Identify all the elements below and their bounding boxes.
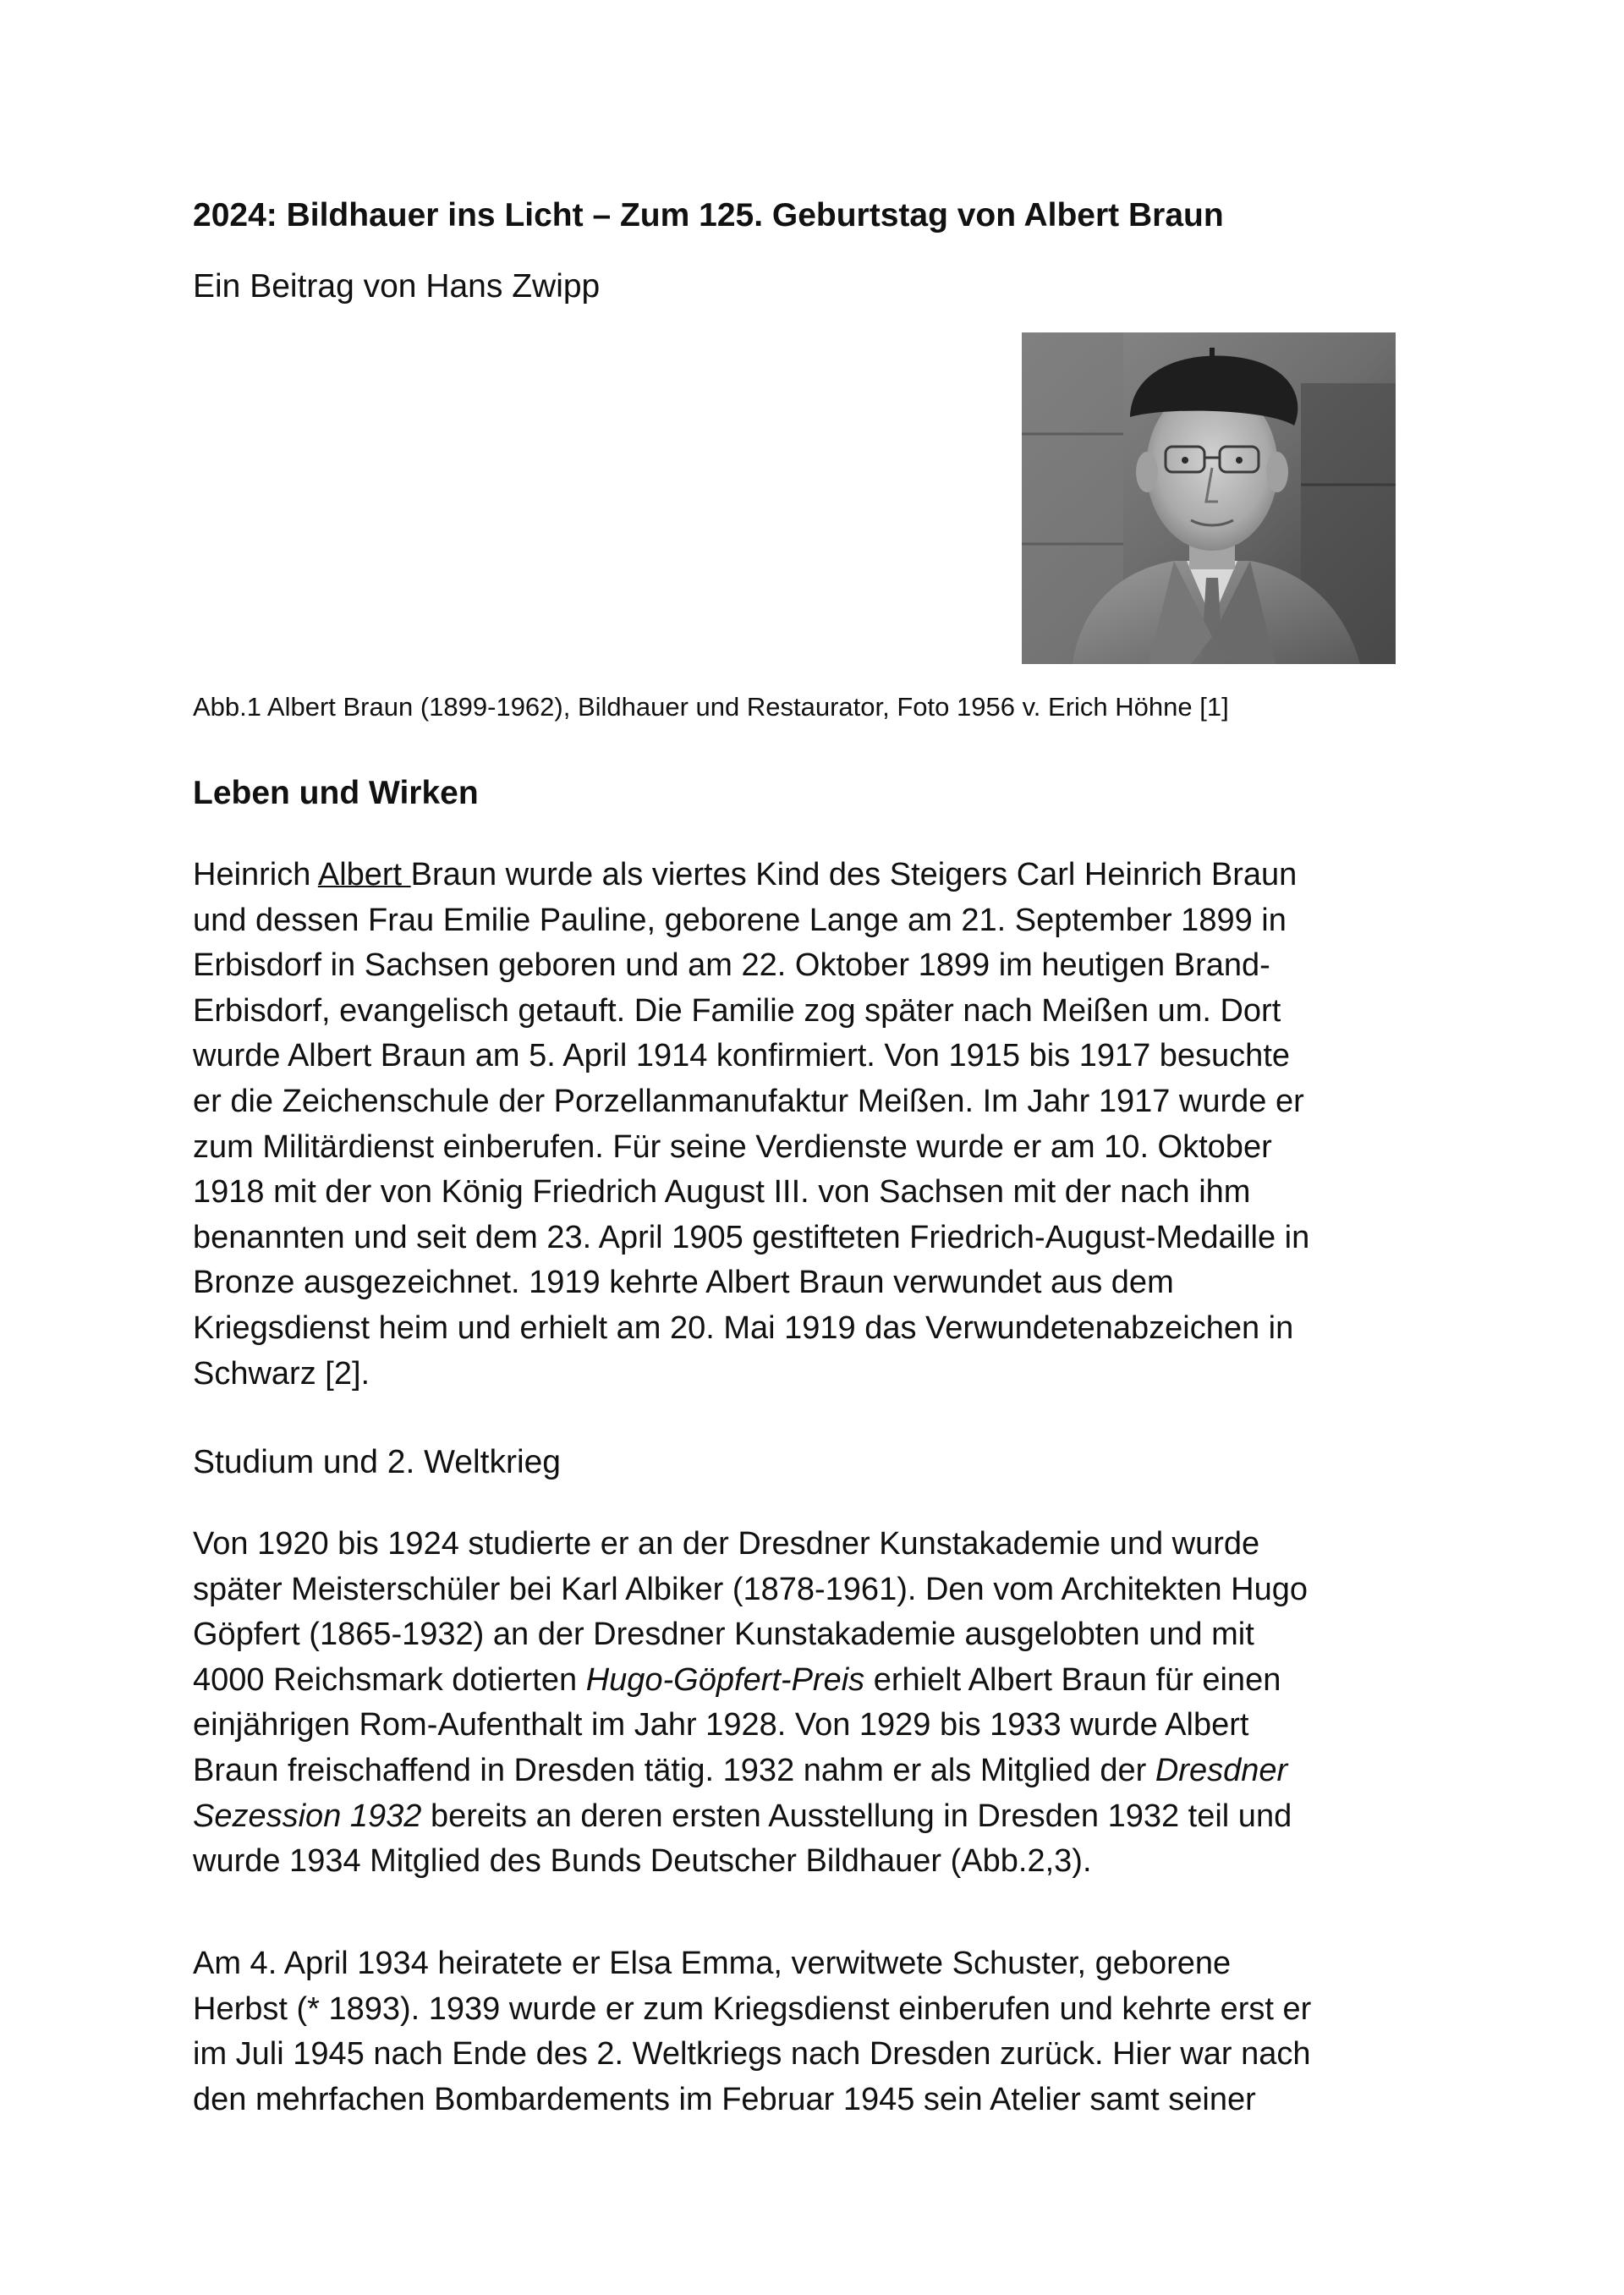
article-byline: Ein Beitrag von Hans Zwipp: [193, 268, 601, 305]
italic-prize-name: Hugo-Göpfert-Preis: [585, 1661, 865, 1698]
text-line: Am 4. April 1934 heiratete er Elsa Emma, verwitwete Schuster, geborene: [193, 1946, 1232, 1981]
text-line: 1918 mit der von König Friedrich August III. von Sachsen mit der nach ihm: [193, 1174, 1251, 1211]
paragraph: [193, 1941, 1445, 2122]
text-line: 4000 Reichsmark dotierten Hugo-Göpfert-Preis erhielt Albert Braun für einen: [193, 1661, 1281, 1698]
text-line: Heinrich Albert Braun wurde als viertes Kind des Steigers Carl Heinrich Braun: [193, 857, 1298, 892]
text-line: und dessen Frau Emilie Pauline, geborene Lange am 21. September 1899 in: [193, 902, 1287, 938]
text-line: im Juli 1945 nach Ende des 2. Weltkriegs nach Dresden zurück. Hier war nach: [193, 2036, 1311, 2073]
text-line: einjährigen Rom-Aufenthalt im Jahr 1928. Von 1929 bis 1933 wurde Albert: [193, 1707, 1249, 1743]
portrait-photo: [1022, 332, 1396, 664]
text-line: Göpfert (1865-1932) an der Dresdner Kunstakademie ausgelobten und mit: [193, 1617, 1254, 1653]
text-line: Herbst (* 1893). 1939 wurde er zum Kriegsdienst einberufen und kehrte erst er: [193, 1990, 1312, 2027]
text-line: benannten und seit dem 23. April 1905 gestifteten Friedrich-August-Medaille in: [193, 1219, 1310, 1255]
underlined-name: Albert: [317, 857, 411, 892]
italic-group-name: Sezession 1932: [193, 1798, 422, 1834]
text-line: Schwarz [2].: [193, 1355, 370, 1392]
section-heading: Studium und 2. Weltkrieg: [193, 1444, 561, 1480]
text-line: Sezession 1932 bereits an deren ersten Ausstellung in Dresden 1932 teil und: [193, 1798, 1292, 1834]
text-line: wurde Albert Braun am 5. April 1914 konfirmiert. Von 1915 bis 1917 besuchte: [193, 1038, 1291, 1074]
paragraph: [193, 853, 1445, 1397]
text-line: Erbisdorf in Sachsen geboren und am 22. Oktober 1899 im heutigen Brand-: [193, 947, 1270, 984]
text-line: wurde 1934 Mitglied des Bunds Deutscher Bildhauer (Abb.2,3).: [193, 1843, 1092, 1880]
figure-caption: Abb.1 Albert Braun (1899-1962), Bildhauer und Restaurator, Foto 1956 v. Erich Höhne [1]: [193, 692, 1229, 722]
paragraph: [193, 1522, 1445, 1885]
text-line: Erbisdorf, evangelisch getauft. Die Familie zog später nach Meißen um. Dort: [193, 992, 1281, 1029]
text-line: Kriegsdienst heim und erhielt am 20. Mai 1919 das Verwundetenabzeichen in: [193, 1309, 1294, 1346]
text-line: zum Militärdienst einberufen. Für seine Verdienste wurde er am 10. Oktober: [193, 1128, 1272, 1165]
italic-group-name: Dresdner: [1155, 1752, 1288, 1788]
article-title: 2024: Bildhauer ins Licht – Zum 125. Geburtstag von Albert Braun: [193, 197, 1224, 233]
text-line: Braun freischaffend in Dresden tätig. 1932 nahm er als Mitglied der Dresdner: [193, 1752, 1288, 1788]
text-line: später Meisterschüler bei Karl Albiker (1878-1961). Den vom Architekten Hugo: [193, 1571, 1308, 1607]
text-line: Von 1920 bis 1924 studierte er an der Dresdner Kunstakademie und wurde: [193, 1526, 1260, 1562]
section-heading: Leben und Wirken: [193, 775, 479, 811]
text-line: den mehrfachen Bombardements im Februar 1945 sein Atelier samt seiner: [193, 2081, 1256, 2117]
text-line: er die Zeichenschule der Porzellanmanufaktur Meißen. Im Jahr 1917 wurde er: [193, 1083, 1304, 1119]
text-line: Bronze ausgezeichnet. 1919 kehrte Albert Braun verwundet aus dem: [193, 1265, 1174, 1301]
